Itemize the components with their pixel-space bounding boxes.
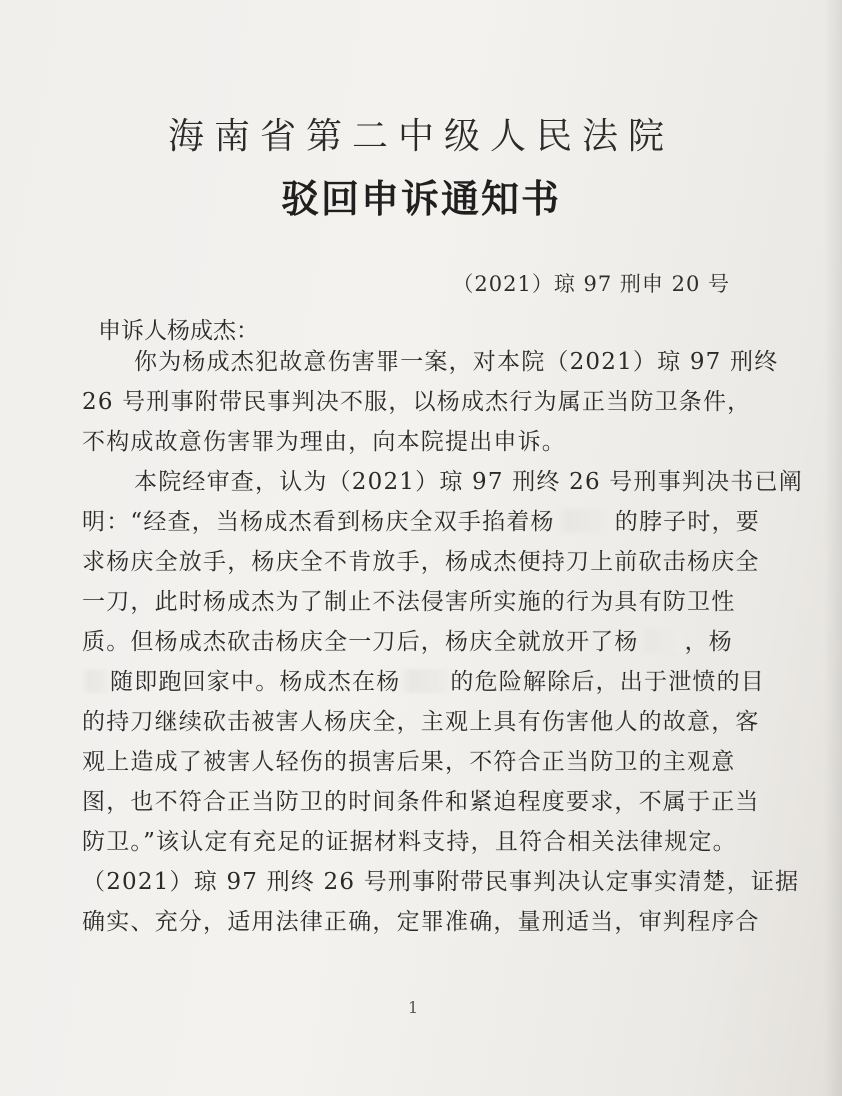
- body-text-segment: 的脖子时，要: [614, 509, 760, 535]
- body-line: 图，也不符合正当防卫的时间条件和紧迫程度要求，不属于正当: [82, 789, 760, 815]
- body-line: 防卫。”该认定有充足的证据材料支持，且符合相关法律规定。: [82, 829, 737, 855]
- body-line: 观上造成了被害人轻伤的损害后果，不符合正当防卫的主观意: [82, 749, 736, 775]
- body-line: [82, 502, 762, 542]
- body-line: 的持刀继续砍击被害人杨庆全，主观上具有伤害他人的故意，客: [82, 709, 760, 735]
- court-name: 海南省第二中级人民法院: [167, 116, 674, 157]
- body-line: 本院经审查，认为（2021）琼 97 刑终 26 号刑事判决书已阐: [134, 469, 803, 495]
- body-line: 26 号刑事附带民事判决不服，以杨成杰行为属正当防卫条件，: [82, 389, 752, 415]
- recipient-line: 申诉人杨成杰：: [98, 318, 259, 344]
- body-line: [82, 662, 766, 702]
- notice-body: [82, 342, 803, 942]
- case-number: （2021）琼 97 刑申 20 号: [452, 272, 730, 296]
- page-number: 1: [408, 998, 419, 1017]
- body-text-segment: 的危险解除后，出于泄愤的目: [450, 669, 766, 695]
- body-text-segment: 明：“经查，当杨成杰看到杨庆全双手掐着杨: [82, 509, 555, 535]
- document-title: 驳回申诉通知书: [280, 177, 561, 221]
- redacted-name: [555, 509, 615, 533]
- body-line: 一刀，此时杨成杰为了制止不法侵害所实施的行为具有防卫性: [82, 589, 736, 615]
- redacted-name: [400, 669, 450, 693]
- redacted-name: [639, 629, 685, 653]
- body-line: 不构成故意伤害罪为理由，向本院提出申诉。: [82, 429, 566, 455]
- body-line: [82, 622, 762, 662]
- body-text-segment: 随即跑回家中。杨成杰在杨: [110, 669, 401, 695]
- body-line: 确实、充分，适用法律正确，定罪准确，量刑适当，审判程序合: [82, 909, 760, 935]
- redacted-name: [82, 669, 110, 693]
- paper-fold-shadow: [824, 0, 842, 1096]
- body-text-segment: ，杨: [684, 629, 734, 655]
- body-text-segment: 质。但杨成杰砍击杨庆全一刀后，杨庆全就放开了杨: [82, 629, 639, 655]
- body-line: 求杨庆全放手，杨庆全不肯放手，杨成杰便持刀上前砍击杨庆全: [82, 549, 760, 575]
- body-line: 你为杨成杰犯故意伤害罪一案，对本院（2021）琼 97 刑终: [134, 349, 779, 375]
- body-line: （2021）琼 97 刑终 26 号刑事附带民事判决认定事实清楚，证据: [82, 869, 800, 895]
